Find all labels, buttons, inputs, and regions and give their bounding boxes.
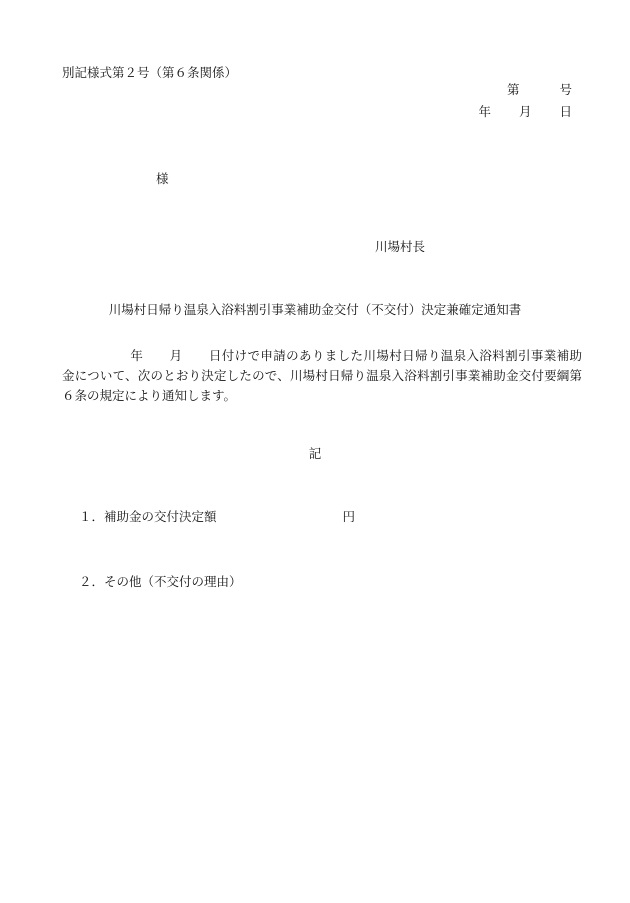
item-grant-amount-label: １．補助金の交付決定額: [79, 509, 217, 524]
item-grant-amount: [79, 511, 355, 524]
recipient-honorific: 様: [156, 171, 169, 186]
body-paragraph: [62, 346, 582, 406]
doc-number-prefix: 第: [506, 82, 520, 97]
heading-ki: 記: [308, 446, 322, 461]
document-number: [507, 84, 572, 97]
date-year: 年: [478, 104, 491, 119]
body-month: 月: [169, 348, 183, 363]
date-month: 月: [518, 104, 532, 119]
body-year: 年: [130, 348, 144, 363]
doc-number-suffix: 号: [559, 82, 572, 97]
body-text: 日付けで申請のありました川場村日帰り温泉入浴料割引事業補助金について、次のとおり決定したので、川場村日帰り温泉入浴料割引事業補助金交付要綱第６条の規定により通知します。: [62, 348, 582, 403]
item-other-reason: [79, 576, 242, 589]
item-other-reason-label: ２．その他（不交付の理由）: [79, 574, 242, 589]
form-label: 別記様式第２号（第６条関係）: [62, 65, 238, 80]
document-title: 川場村日帰り温泉入浴料割引事業補助金交付（不交付）決定兼確定通知書: [108, 302, 522, 317]
sender-name: 川場村長: [375, 239, 426, 254]
date-day: 日: [559, 104, 572, 119]
item-grant-amount-unit: 円: [342, 509, 356, 524]
document-date: [478, 106, 572, 119]
